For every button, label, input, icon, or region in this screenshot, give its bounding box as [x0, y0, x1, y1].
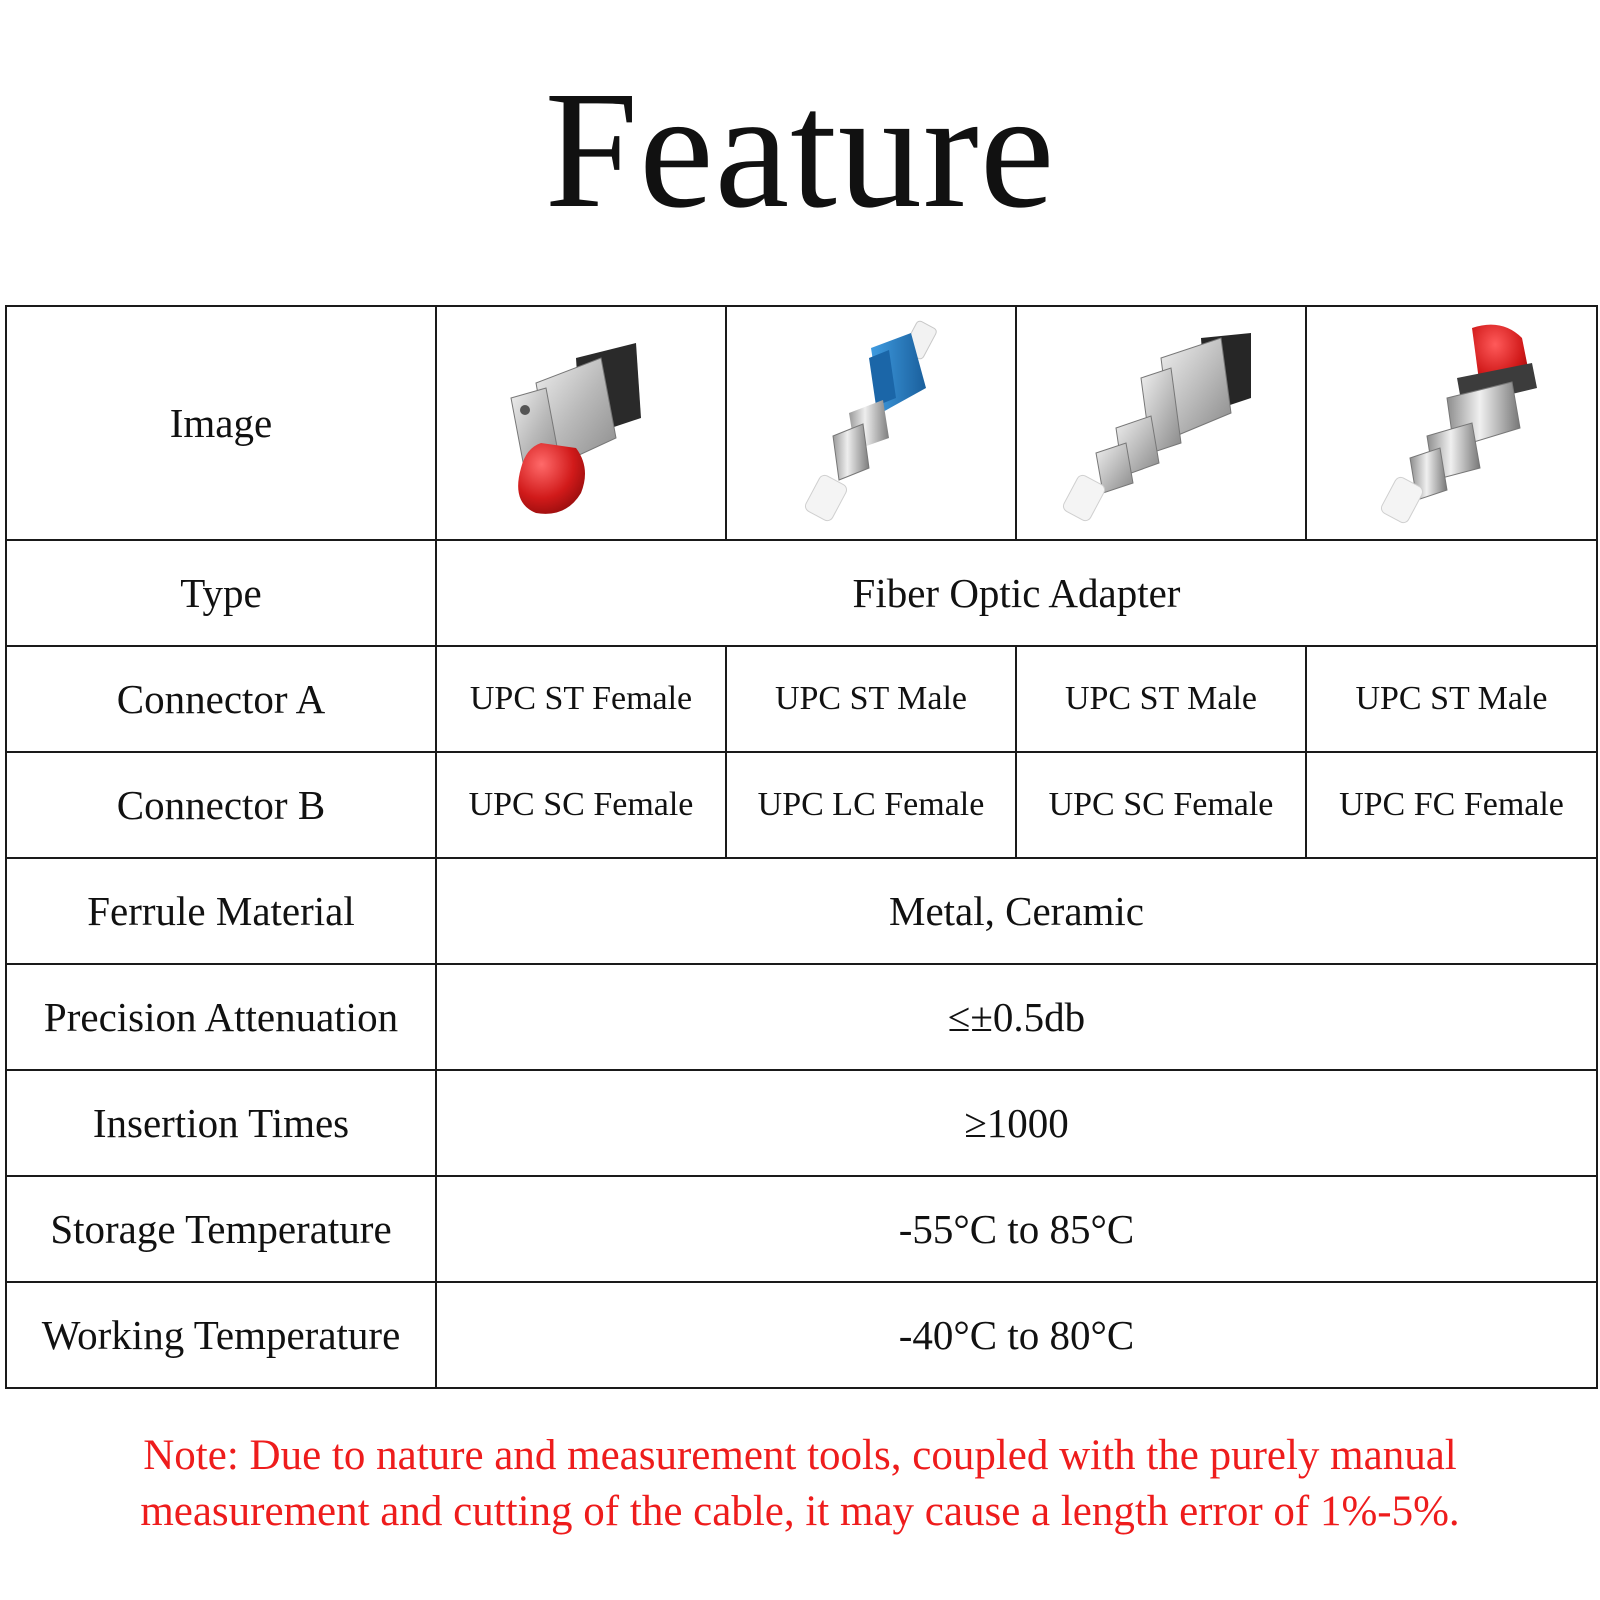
connector-a-label: Connector A	[6, 646, 436, 752]
precision-attenuation-label: Precision Attenuation	[6, 964, 436, 1070]
connector-b-value: UPC SC Female	[436, 752, 726, 858]
product-image-cell-4	[1306, 306, 1597, 540]
connector-b-value: UPC SC Female	[1016, 752, 1306, 858]
ferrule-material-label: Ferrule Material	[6, 858, 436, 964]
st-male-to-sc-female-adapter-image	[1051, 318, 1271, 528]
st-female-to-sc-female-adapter-image	[481, 318, 681, 528]
image-label: Image	[6, 306, 436, 540]
insertion-times-row	[6, 1070, 1597, 1176]
working-temperature-row	[6, 1282, 1597, 1388]
precision-attenuation-row	[6, 964, 1597, 1070]
storage-temperature-row	[6, 1176, 1597, 1282]
working-temperature-value: -40°C to 80°C	[436, 1282, 1597, 1388]
connector-b-row	[6, 752, 1597, 858]
feature-table	[5, 305, 1598, 1389]
precision-attenuation-value: ≤±0.5db	[436, 964, 1597, 1070]
connector-b-value: UPC LC Female	[726, 752, 1016, 858]
connector-a-value: UPC ST Male	[726, 646, 1016, 752]
connector-a-value: UPC ST Male	[1016, 646, 1306, 752]
product-image-cell-2	[726, 306, 1016, 540]
type-label: Type	[6, 540, 436, 646]
connector-b-value: UPC FC Female	[1306, 752, 1597, 858]
insertion-times-label: Insertion Times	[6, 1070, 436, 1176]
note-line-1: Note: Due to nature and measurement tools, coupled with the purely manual	[143, 1432, 1457, 1479]
connector-a-value: UPC ST Male	[1306, 646, 1597, 752]
storage-temperature-value: -55°C to 85°C	[436, 1176, 1597, 1282]
connector-a-row	[6, 646, 1597, 752]
ferrule-material-value: Metal, Ceramic	[436, 858, 1597, 964]
product-image-cell-1	[436, 306, 726, 540]
type-row	[6, 540, 1597, 646]
st-male-to-lc-female-adapter-image	[771, 318, 971, 528]
product-image-cell-3	[1016, 306, 1306, 540]
working-temperature-label: Working Temperature	[6, 1282, 436, 1388]
connector-a-value: UPC ST Female	[436, 646, 726, 752]
ferrule-material-row	[6, 858, 1597, 964]
insertion-times-value: ≥1000	[436, 1070, 1597, 1176]
type-value: Fiber Optic Adapter	[436, 540, 1597, 646]
image-row	[6, 306, 1597, 540]
length-error-note	[0, 1428, 1600, 1540]
connector-b-label: Connector B	[6, 752, 436, 858]
page-title: Feature	[544, 57, 1056, 243]
st-male-to-fc-female-adapter-image	[1352, 318, 1552, 528]
storage-temperature-label: Storage Temperature	[6, 1176, 436, 1282]
note-line-2: measurement and cutting of the cable, it may cause a length error of 1%-5%.	[140, 1488, 1460, 1535]
